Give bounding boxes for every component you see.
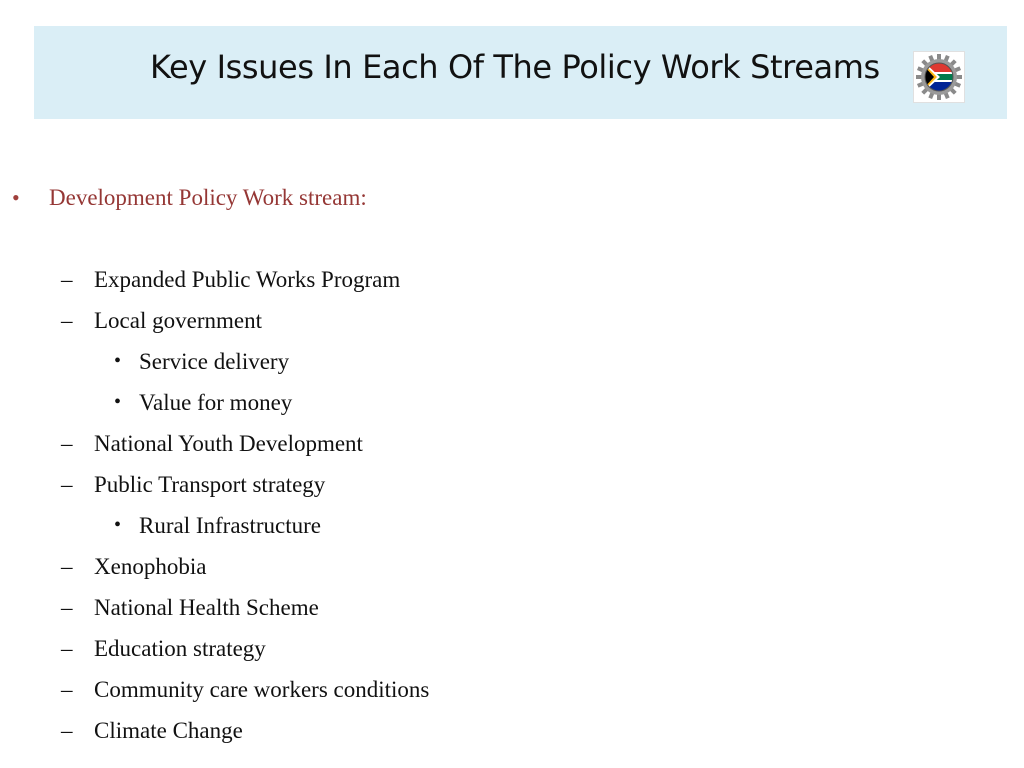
dash-marker: –: [61, 431, 73, 456]
dash-marker: –: [61, 472, 73, 497]
dash-marker: –: [61, 267, 73, 292]
list-item: Value for money: [139, 390, 293, 415]
list-item: Service delivery: [139, 349, 290, 374]
gear-flag-logo-icon: [913, 51, 965, 103]
list-item: Xenophobia: [94, 554, 207, 579]
dash-marker: –: [61, 308, 73, 333]
dash-marker: –: [61, 636, 73, 661]
dash-marker: –: [61, 554, 73, 579]
list-item: Community care workers conditions: [94, 677, 430, 702]
list-item: Public Transport strategy: [94, 472, 326, 497]
list-item: Rural Infrastructure: [139, 513, 322, 538]
dash-marker: –: [61, 677, 73, 702]
list-item: Education strategy: [94, 636, 266, 661]
sub-bullet: •: [114, 350, 122, 372]
section-heading: Development Policy Work stream:: [49, 185, 367, 210]
list-item: Local government: [94, 308, 262, 333]
heading-bullet: •: [12, 185, 20, 210]
list-item: Expanded Public Works Program: [94, 267, 401, 292]
list-item: National Youth Development: [94, 431, 363, 456]
list-item: Climate Change: [94, 718, 243, 743]
slide-title: Key Issues In Each Of The Policy Work Streams: [150, 48, 880, 86]
sub-bullet: •: [114, 514, 122, 536]
dash-marker: –: [61, 718, 73, 743]
sub-bullet: •: [114, 391, 122, 413]
list-item: National Health Scheme: [94, 595, 319, 620]
dash-marker: –: [61, 595, 73, 620]
